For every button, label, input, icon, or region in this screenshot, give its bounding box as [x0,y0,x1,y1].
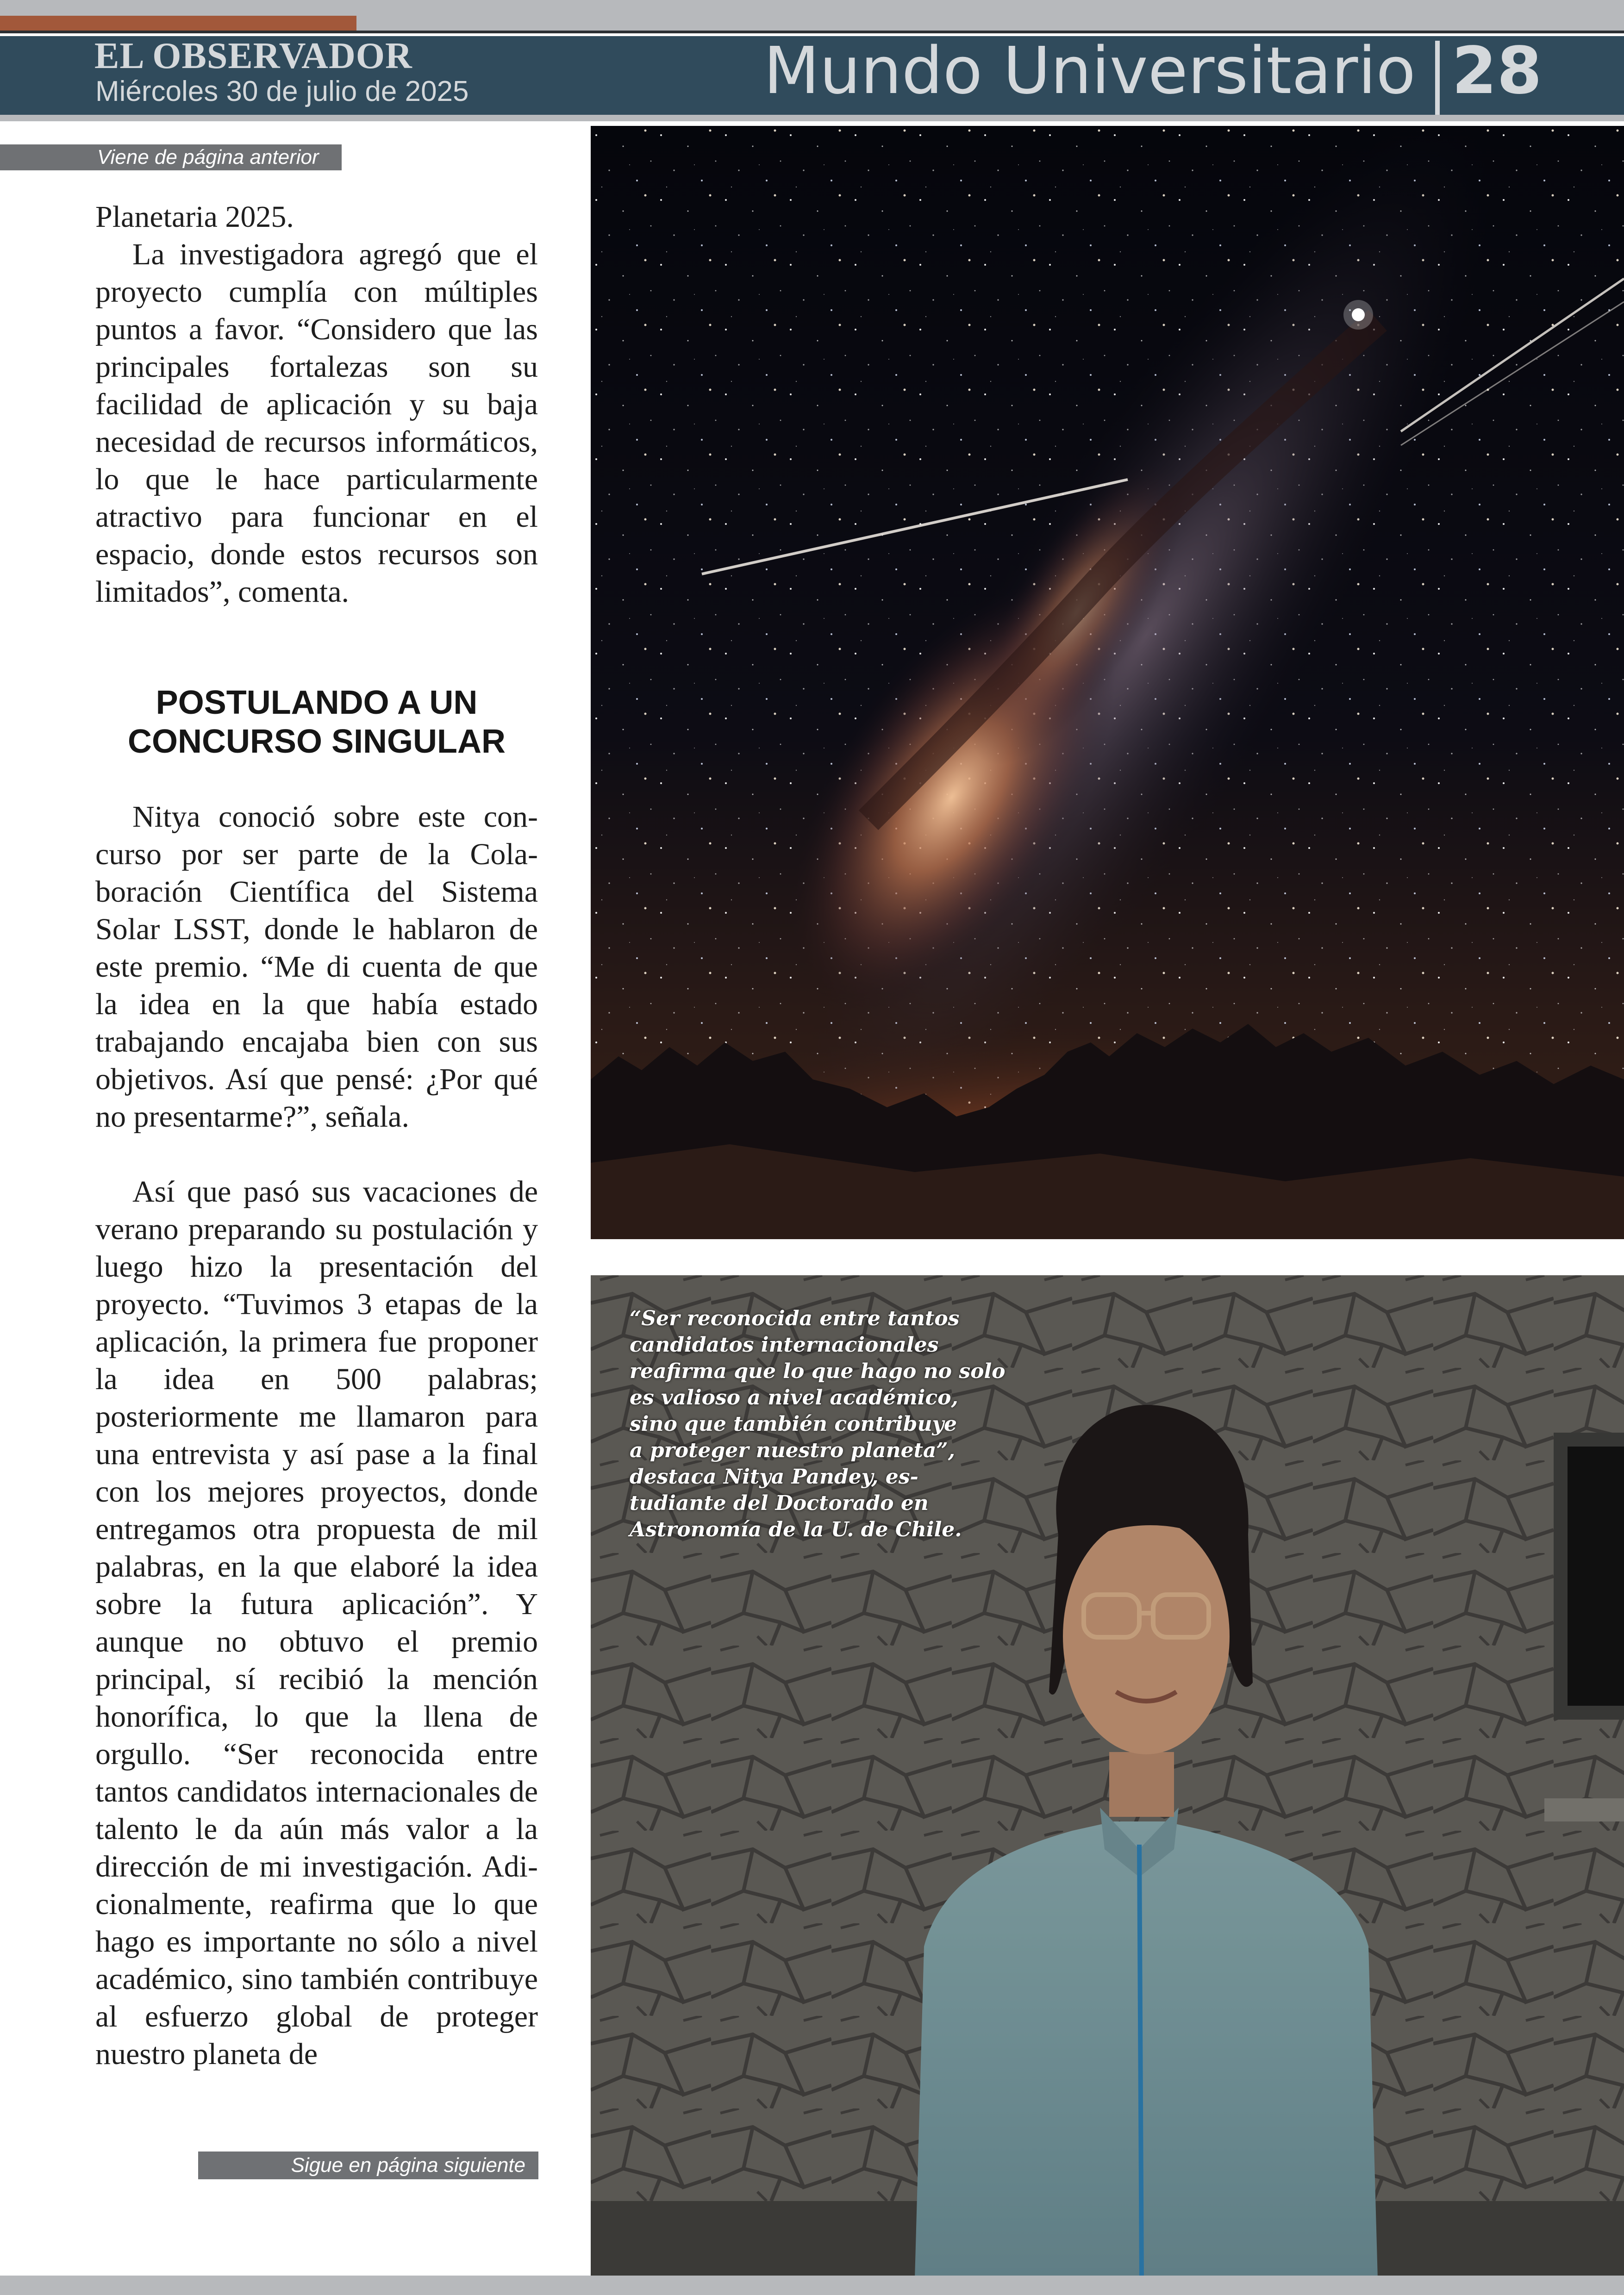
article-paragraph: Así que pasó sus vacaciones de verano preparando su postulación y luego hizo la presentación del proyecto. “Tuvimos 3 etapas de la aplicación, la primera fue proponer la idea en 500 palabras; posteriormente me llamaron para una entrevista y así pase a la final con los mejores proyectos, donde entregamos otra propuesta de mil palabras, en la que elaboré la idea sobre la futura aplicación”. Y aunque no obtuvo el premio principal, sí recibió la mención honorífica, lo que la llena de orgullo. “Ser reconocida entre tantos candidatos internacionales de talento le da aún más valor a la dirección de mi investigación. Adicionalmente, reafirma que lo que hago es importante no sólo a nivel académico, sino también contribuye al esfuerzo global de proteger nuestro planeta de [95,1175,538,2071]
accent-bar [0,16,356,32]
continued-from-label: Viene de página anterior [0,144,342,170]
section-title: Mundo Universitario [763,33,1416,109]
article-subheading: POSTULANDO A UN CONCURSO SINGULAR [127,684,506,760]
page-number-divider [1435,41,1440,115]
milky-way-photo [591,126,1624,1239]
article-paragraph: Nitya conoció sobre este concurso por ser parte de la Colaboración Científica del Sistema Solar LSST, donde le hablaron de este premio. “Me di cuenta de que la idea en la que había estado trabajando encajaba bien con sus objetivos. Así que pensé: ¿Por qué no presentarme?”, señala. [95,800,538,1134]
photo-caption: “Ser reconocida entre tantos candidatos internacionales reafirma que lo que hago no solo es valioso a nivel académico, sino que también contribuye a proteger nuestro planeta”, destaca Nitya Pandey, es- tudiante del Doctorado en Astronomía de la U. de Chile. [630,1307,1006,1541]
article-paragraph: La investigadora agregó que el proyecto cumplía con múltiples puntos a favor. “Considero que las principales fortalezas son su facilidad de aplicación y su baja necesidad de recursos informáticos, lo que le hace particularmente atractivo para funcionar en el espacio, donde estos recursos son limitados”, comenta. [95,237,538,609]
issue-date: Miércoles 30 de julio de 2025 [95,75,469,107]
masthead-underline [0,115,1624,121]
continued-on-label: Sigue en página siguiente [198,2152,538,2179]
article-paragraph: Planetaria 2025. [95,200,294,234]
newspaper-name: EL OBSERVADOR [94,36,412,76]
page-number: 28 [1452,33,1542,109]
bottom-border [0,2276,1624,2295]
